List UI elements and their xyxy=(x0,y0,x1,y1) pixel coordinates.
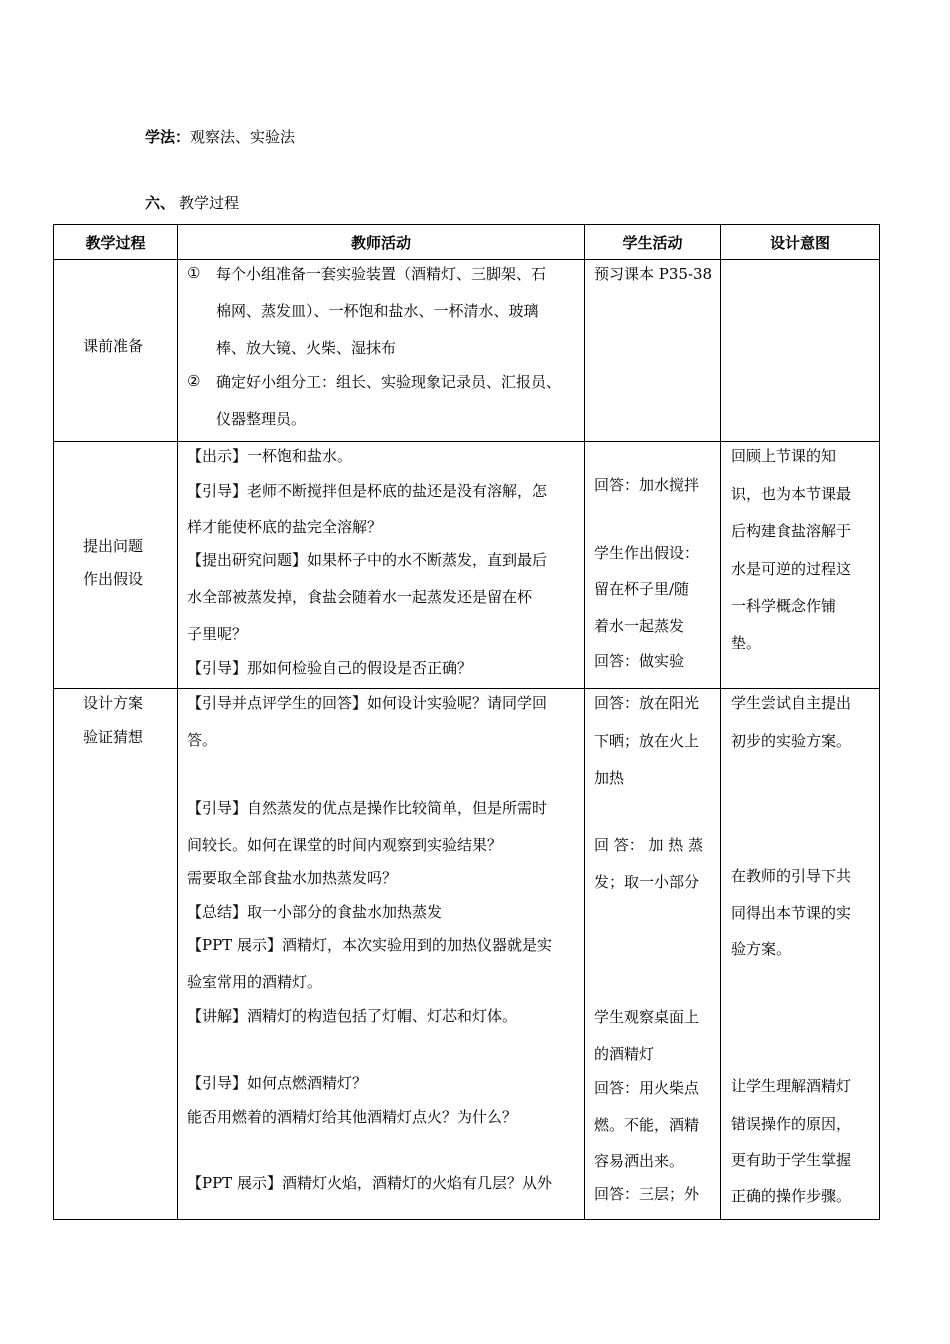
intent-cell xyxy=(721,442,880,689)
intent-line: 一科学概念作铺 xyxy=(731,597,837,615)
student-cell xyxy=(585,689,721,1220)
marker-1: ① xyxy=(187,264,201,282)
student-line: 回答：放在阳光 xyxy=(594,694,700,712)
teacher-line: 样才能使杯底的盐完全溶解？ xyxy=(187,518,383,536)
student-line: 回答：做实验 xyxy=(594,652,685,670)
intent-cell xyxy=(721,260,880,442)
table-row xyxy=(54,442,880,689)
section-heading xyxy=(145,193,239,213)
marker-2: ② xyxy=(187,372,201,390)
stage-text: 课前准备 xyxy=(83,337,144,355)
section-number: 六、 xyxy=(145,194,176,212)
student-line: 学生观察桌面上 xyxy=(594,1008,700,1026)
intent-line: 正确的操作步骤。 xyxy=(731,1187,852,1205)
intent-line: 更有助于学生掌握 xyxy=(731,1151,852,1169)
header-student: 学生活动 xyxy=(585,225,721,260)
teacher-line: 每个小组准备一套实验装置（酒精灯、三脚架、石 xyxy=(216,265,547,283)
teacher-line: 【引导】那如何检验自己的假设是否正确？ xyxy=(187,659,473,677)
student-line: 回答：用火柴点 xyxy=(594,1079,700,1097)
header-intent: 设计意图 xyxy=(721,225,880,260)
stage-text: 提出问题 xyxy=(83,537,144,555)
student-cell xyxy=(585,260,721,442)
student-line: 回答：三层；外 xyxy=(594,1185,700,1203)
teacher-line: 需要取全部食盐水加热蒸发吗？ xyxy=(187,869,398,887)
learning-methods xyxy=(145,127,295,147)
stage-cell xyxy=(54,442,178,689)
stage-text: 作出假设 xyxy=(83,570,144,588)
teacher-cell xyxy=(178,442,585,689)
intent-line: 在教师的引导下共 xyxy=(731,867,852,885)
teacher-line: 答。 xyxy=(187,731,218,749)
stage-text: 验证猜想 xyxy=(83,728,144,746)
teacher-line: 【PPT 展示】酒精灯火焰，酒精灯的火焰有几层？从外 xyxy=(187,1174,552,1192)
student-line: 回答：加水搅拌 xyxy=(594,476,700,494)
section-title: 教学过程 xyxy=(179,194,240,212)
teacher-line: 棉网、蒸发皿）、一杯饱和盐水、一杯清水、玻璃 xyxy=(216,302,539,320)
teacher-line: 【引导】如何点燃酒精灯？ xyxy=(187,1074,368,1092)
table-row xyxy=(54,260,880,442)
methods-value: 观察法、实验法 xyxy=(190,128,296,146)
stage-cell xyxy=(54,260,178,442)
student-line: 的酒精灯 xyxy=(594,1045,655,1063)
student-line: 下晒；放在火上 xyxy=(594,732,700,750)
teacher-line: 验室常用的酒精灯。 xyxy=(187,973,323,991)
intent-line: 水是可逆的过程这 xyxy=(731,560,852,578)
teacher-cell xyxy=(178,260,585,442)
student-line: 加热 xyxy=(594,769,625,787)
student-line: 学生作出假设： xyxy=(594,544,700,562)
teacher-line: 【引导并点评学生的回答】如何设计实验呢？请同学回 xyxy=(187,694,548,712)
intent-line: 垫。 xyxy=(731,634,762,652)
teacher-line: 仪器整理员。 xyxy=(216,410,307,428)
intent-line: 回顾上节课的知 xyxy=(731,447,837,465)
teacher-line: 【讲解】酒精灯的构造包括了灯帽、灯芯和灯体。 xyxy=(187,1007,518,1025)
teacher-line: 【引导】自然蒸发的优点是操作比较简单，但是所需时 xyxy=(187,799,548,817)
teacher-line: 子里呢？ xyxy=(187,625,248,643)
teacher-line: 确定好小组分工：组长、实验现象记录员、汇报员、 xyxy=(216,373,562,391)
intent-line: 错误操作的原因， xyxy=(731,1115,852,1133)
intent-line: 初步的实验方案。 xyxy=(731,732,852,750)
teaching-process-table xyxy=(53,224,880,1220)
header-stage: 教学过程 xyxy=(54,225,178,260)
student-line: 燃。不能，酒精 xyxy=(594,1116,700,1134)
table-row xyxy=(54,689,880,1220)
teacher-line: 【引导】老师不断搅拌但是杯底的盐还是没有溶解，怎 xyxy=(187,482,548,500)
teacher-line: 【PPT 展示】酒精灯，本次实验用到的加热仪器就是实 xyxy=(187,936,552,954)
student-line: 留在杯子里/随 xyxy=(594,580,690,598)
stage-cell xyxy=(54,689,178,1220)
intent-line: 后构建食盐溶解于 xyxy=(731,522,852,540)
intent-line: 同得出本节课的实 xyxy=(731,904,852,922)
teacher-line: 水全部被蒸发掉，食盐会随着水一起蒸发还是留在杯 xyxy=(187,588,533,606)
student-line: 回 答： 加 热 蒸 xyxy=(594,836,704,854)
intent-cell xyxy=(721,689,880,1220)
methods-label: 学法： xyxy=(145,128,191,146)
intent-line: 验方案。 xyxy=(731,940,792,958)
teacher-cell xyxy=(178,689,585,1220)
header-teacher: 教师活动 xyxy=(178,225,585,260)
teacher-line: 【总结】取一小部分的食盐水加热蒸发 xyxy=(187,903,443,921)
intent-line: 学生尝试自主提出 xyxy=(731,694,852,712)
intent-line: 识，也为本节课最 xyxy=(731,485,852,503)
student-line: 预习课本 P35-38 xyxy=(594,265,713,283)
teacher-line: 棒、放大镜、火柴、湿抹布 xyxy=(216,339,397,357)
intent-line: 让学生理解酒精灯 xyxy=(731,1077,852,1095)
teacher-line: 【出示】一杯饱和盐水。 xyxy=(187,447,353,465)
student-line: 发；取一小部分 xyxy=(594,873,700,891)
table-header-row xyxy=(54,225,880,260)
student-cell xyxy=(585,442,721,689)
stage-text: 设计方案 xyxy=(83,694,144,712)
student-line: 着水一起蒸发 xyxy=(594,617,685,635)
student-line: 容易洒出来。 xyxy=(594,1152,685,1170)
teacher-line: 【提出研究问题】如果杯子中的水不断蒸发，直到最后 xyxy=(187,551,548,569)
teacher-line: 能否用燃着的酒精灯给其他酒精灯点火？为什么？ xyxy=(187,1108,518,1126)
teacher-line: 间较长。如何在课堂的时间内观察到实验结果？ xyxy=(187,836,503,854)
